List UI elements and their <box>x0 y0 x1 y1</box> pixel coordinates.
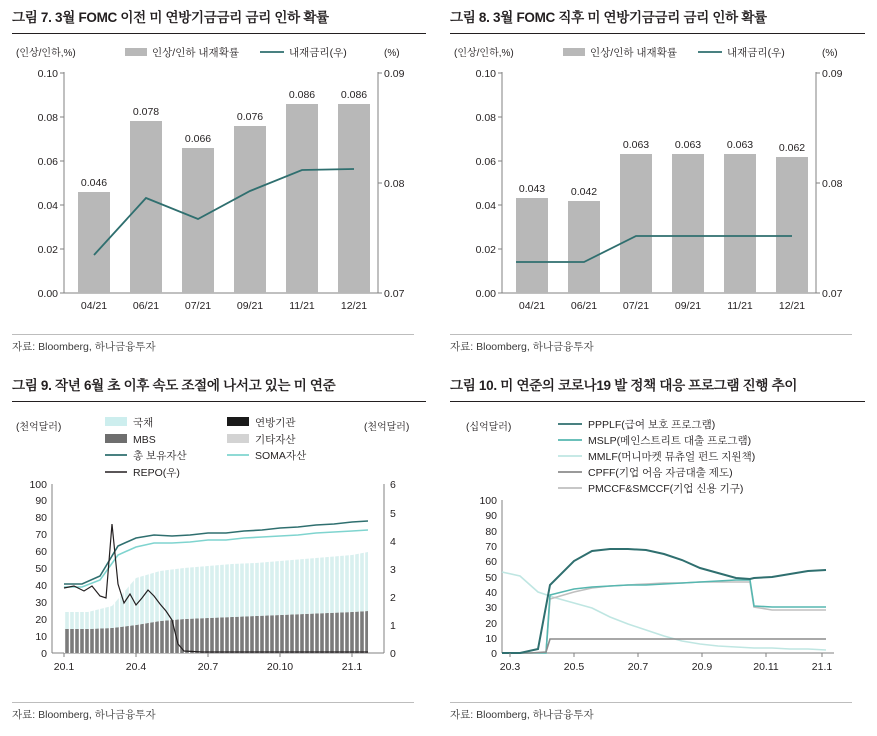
bar-label-1: 0.078 <box>132 106 160 118</box>
ytick-left-0: 0 <box>41 648 47 660</box>
bar-2 <box>182 148 214 293</box>
chart-figure-8 <box>450 40 862 318</box>
bar-4 <box>286 104 318 293</box>
ytick-right-0: 0 <box>390 648 396 660</box>
chart-figure-7 <box>12 40 424 318</box>
source-note-figure-9: 자료: Bloomberg, 하나금융투자 <box>12 702 414 722</box>
ytick-left-2: 20 <box>35 614 47 626</box>
ytick-left-4: 0.08 <box>475 112 496 124</box>
chart-svg-covid-programs <box>450 408 862 686</box>
ytick-left-5: 0.10 <box>37 68 58 80</box>
ytick-left-4: 0.08 <box>37 112 58 124</box>
xtick-3: 09/21 <box>236 300 264 312</box>
bar-3 <box>234 126 266 293</box>
legend-label-cpff: CPFF(기업 어음 자금대출 제도) <box>588 467 733 479</box>
ytick-left-3: 0.06 <box>475 156 496 168</box>
xtick-0: 04/21 <box>80 300 108 312</box>
xtick-2: 07/21 <box>622 300 650 312</box>
xtick-0: 20.3 <box>499 661 521 673</box>
legend-label-bar: 인상/인하 내재확률 <box>152 47 239 59</box>
ytick-5: 50 <box>485 572 497 584</box>
chart-figure-10 <box>450 408 862 686</box>
bar-label-3: 0.076 <box>236 111 264 123</box>
bar-label-5: 0.086 <box>340 89 368 101</box>
panel-figure-8 <box>438 0 877 368</box>
bar-label-4: 0.086 <box>288 89 316 101</box>
ytick-0: 0 <box>491 648 497 660</box>
ytick-left-10: 100 <box>29 479 47 491</box>
ytick-left-5: 50 <box>35 563 47 575</box>
legend-label-repo: REPO(우) <box>133 467 180 479</box>
legend-label-mslp: MSLP(메인스트리트 대출 프로그램) <box>588 435 752 447</box>
bar-1 <box>568 201 600 293</box>
unit-right-label: (%) <box>822 48 838 59</box>
bar-label-3: 0.063 <box>674 139 702 151</box>
panel-figure-7 <box>0 0 438 368</box>
unit-left-label: (천억달러) <box>16 422 62 433</box>
legend-swatch-mbs <box>105 434 127 443</box>
bar-label-2: 0.063 <box>622 139 650 151</box>
legend-label-bar: 인상/인하 내재확률 <box>590 47 677 59</box>
xtick-1: 06/21 <box>132 300 160 312</box>
ytick-left-6: 60 <box>35 546 47 558</box>
ytick-left-9: 90 <box>35 495 47 507</box>
unit-left-label: (십억달러) <box>466 422 512 433</box>
legend-swatch-other <box>227 434 249 443</box>
unit-left-label: (인상/인하,%) <box>16 48 76 59</box>
xtick-0: 20.1 <box>53 661 75 673</box>
xtick-1: 06/21 <box>570 300 598 312</box>
ytick-right-1: 1 <box>390 620 396 632</box>
xtick-2: 20.7 <box>627 661 649 673</box>
xtick-1: 20.4 <box>125 661 147 673</box>
legend-label-mmlf: MMLF(머니마켓 뮤츄얼 펀드 지원책) <box>588 451 756 463</box>
line-mslp <box>502 580 826 653</box>
ytick-1: 10 <box>485 633 497 645</box>
ytick-left-2: 0.04 <box>475 200 496 212</box>
ytick-2: 20 <box>485 618 497 630</box>
legend-label-line: 내재금리(우) <box>727 47 785 59</box>
ytick-right-1: 0.08 <box>822 178 843 190</box>
source-note-figure-7: 자료: Bloomberg, 하나금융투자 <box>12 334 414 354</box>
ytick-3: 30 <box>485 602 497 614</box>
bar-2 <box>620 154 652 293</box>
bar-3 <box>672 154 704 293</box>
xtick-5: 12/21 <box>340 300 368 312</box>
ytick-right-2: 0.09 <box>822 68 843 80</box>
ytick-7: 70 <box>485 541 497 553</box>
bar-1 <box>130 121 162 293</box>
ytick-left-3: 0.06 <box>37 156 58 168</box>
ytick-left-1: 0.02 <box>475 244 496 256</box>
legend-swatch-treasury <box>105 417 127 426</box>
legend-label-treasury: 국채 <box>133 417 154 429</box>
ytick-10: 100 <box>479 495 497 507</box>
ytick-right-2: 0.09 <box>384 68 405 80</box>
ytick-right-3: 3 <box>390 564 396 576</box>
ytick-left-5: 0.10 <box>475 68 496 80</box>
bar-label-0: 0.043 <box>518 183 546 195</box>
legend-label-total: 총 보유자산 <box>133 450 187 462</box>
source-note-figure-8: 자료: Bloomberg, 하나금융투자 <box>450 334 852 354</box>
xtick-4: 11/21 <box>289 300 315 312</box>
chart-svg-fed-balance <box>12 408 424 686</box>
chart-figure-9 <box>12 408 424 686</box>
xtick-3: 20.9 <box>691 661 713 673</box>
panel-figure-9 <box>0 368 438 736</box>
bar-0 <box>516 198 548 293</box>
xtick-5: 21.1 <box>811 661 833 673</box>
ytick-right-6: 6 <box>390 479 396 491</box>
bar-5 <box>776 157 808 293</box>
xtick-4: 21.1 <box>341 661 363 673</box>
xtick-3: 09/21 <box>674 300 702 312</box>
chart-svg-fomc-after <box>450 40 862 318</box>
ytick-right-1: 0.08 <box>384 178 405 190</box>
bar-4 <box>724 154 756 293</box>
unit-left-label: (인상/인하,%) <box>454 48 514 59</box>
xtick-4: 20.11 <box>753 661 779 673</box>
ytick-left-4: 40 <box>35 580 47 592</box>
legend-label-pmccf: PMCCF&SMCCF(기업 신용 기구) <box>588 483 744 495</box>
panel-title-figure-7: 그림 7. 3월 FOMC 이전 미 연방기금금리 금리 인하 확률 <box>12 10 426 34</box>
panel-figure-10 <box>438 368 877 736</box>
panel-title-figure-9: 그림 9. 작년 6월 초 이후 속도 조절에 나서고 있는 미 연준 <box>12 378 426 402</box>
bar-label-1: 0.042 <box>570 186 598 198</box>
legend-swatch-bar <box>563 48 585 56</box>
ytick-left-3: 30 <box>35 597 47 609</box>
source-note-figure-10: 자료: Bloomberg, 하나금융투자 <box>450 702 852 722</box>
legend-label-line: 내재금리(우) <box>289 47 347 59</box>
xtick-0: 04/21 <box>518 300 546 312</box>
unit-right-label: (천억달러) <box>364 422 410 433</box>
unit-right-label: (%) <box>384 48 400 59</box>
bar-label-4: 0.063 <box>726 139 754 151</box>
panel-title-figure-10: 그림 10. 미 연준의 코로나19 발 정책 대응 프로그램 진행 추이 <box>450 378 865 402</box>
legend-swatch-bar <box>125 48 147 56</box>
legend-swatch-agency <box>227 417 249 426</box>
chart-svg-fomc-before <box>12 40 424 318</box>
line-cpff <box>502 639 826 653</box>
ytick-9: 90 <box>485 510 497 522</box>
ytick-right-0: 0.07 <box>822 288 843 300</box>
ytick-4: 40 <box>485 587 497 599</box>
ytick-8: 80 <box>485 526 497 538</box>
ytick-right-4: 4 <box>390 536 396 548</box>
ytick-left-1: 0.02 <box>37 244 58 256</box>
xtick-2: 20.7 <box>197 661 219 673</box>
ytick-left-1: 10 <box>35 631 47 643</box>
ytick-6: 60 <box>485 556 497 568</box>
bar-label-5: 0.062 <box>778 142 806 154</box>
bar-label-0: 0.046 <box>80 177 108 189</box>
xtick-1: 20.5 <box>563 661 585 673</box>
ytick-right-0: 0.07 <box>384 288 405 300</box>
ytick-left-8: 80 <box>35 512 47 524</box>
ytick-left-2: 0.04 <box>37 200 58 212</box>
legend-label-agency: 연방기관 <box>255 417 296 429</box>
legend-label-ppplf: PPPLF(급여 보호 프로그램) <box>588 419 716 431</box>
legend-label-soma: SOMA자산 <box>255 450 307 462</box>
legend-label-other: 기타자산 <box>255 434 296 446</box>
ytick-right-5: 5 <box>390 508 396 520</box>
ytick-right-2: 2 <box>390 592 396 604</box>
ytick-left-0: 0.00 <box>37 288 58 300</box>
ytick-left-7: 70 <box>35 529 47 541</box>
xtick-2: 07/21 <box>184 300 212 312</box>
panel-title-figure-8: 그림 8. 3월 FOMC 직후 미 연방기금금리 금리 인하 확률 <box>450 10 865 34</box>
line-pmccf-smccf <box>502 582 826 653</box>
xtick-3: 20.10 <box>266 661 294 673</box>
legend-label-mbs: MBS <box>133 434 156 446</box>
bar-5 <box>338 104 370 293</box>
xtick-4: 11/21 <box>727 300 753 312</box>
ytick-left-0: 0.00 <box>475 288 496 300</box>
bar-label-2: 0.066 <box>184 133 212 145</box>
xtick-5: 12/21 <box>778 300 806 312</box>
